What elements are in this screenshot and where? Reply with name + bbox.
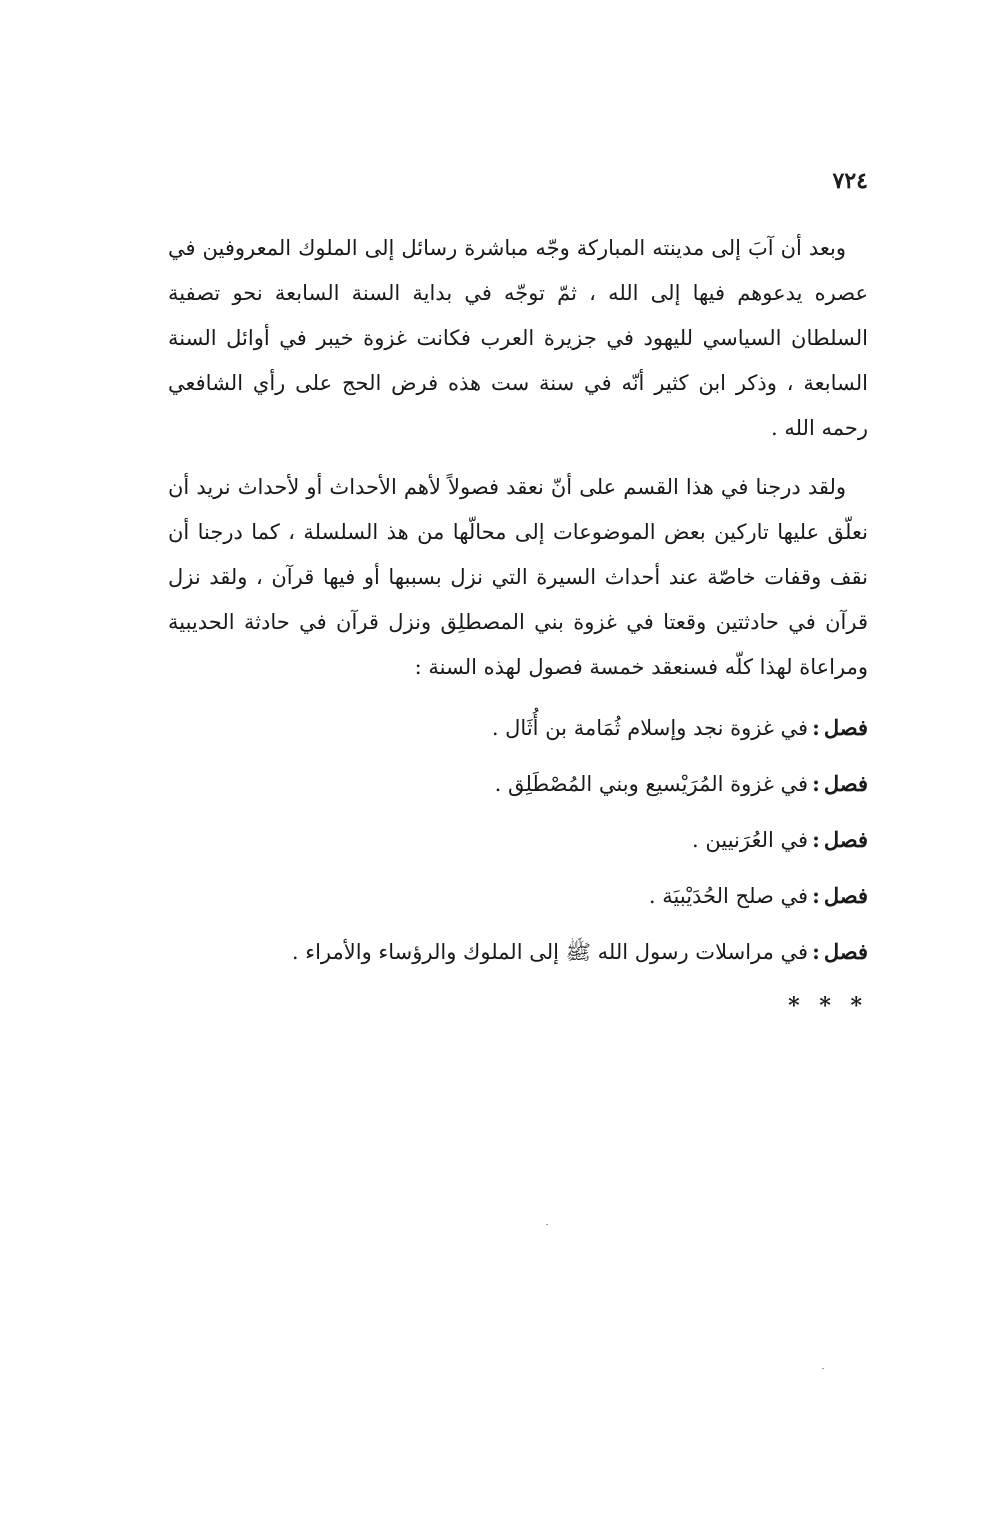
chapter-separator: :	[812, 771, 820, 796]
chapter-list	[168, 704, 868, 976]
chapter-item	[168, 816, 868, 864]
chapter-label: فصل	[823, 939, 868, 964]
paragraph-2: ولقد درجنا في هذا القسم على أنّ نعقد فصولاً لأهم الأحداث أو لأحداث نريد أن نعلّق عليها تاركين بعض الموضوعات إلى محالّها من هذ السلسلة ، كما درجنا أن نقف وقفات خاصّة عند أحداث السيرة التي نزل بسببها أو فيها قرآن ، ولقد نزل قرآن في حادثتين وقعتا في غزوة بني المصطلِق ونزل قرآن في حادثة الحديبية ومراعاة لهذا كلّه فسنعقد خمسة فصول لهذه السنة :	[168, 475, 868, 679]
chapter-text: في غزوة المُرَيْسيع وبني المُصْطَلِق .	[494, 772, 809, 796]
chapter-label: فصل	[823, 715, 868, 740]
chapter-item	[168, 872, 868, 920]
chapter-separator: :	[812, 883, 820, 908]
chapter-item	[168, 760, 868, 808]
paragraph-1: وبعد أن آبَ إلى مدينته المباركة وجّه مباشرة رسائل إلى الملوك المعروفين في عصره يدعوهم فيها إلى الله ، ثمّ توجّه في بداية السنة السابعة نحو تصفية السلطان السياسي لليهود في جزيرة العرب فكانت غزوة خيبر في أوائل السنة السابعة ، وذكر ابن كثير أنّه في سنة ست هذه فرض الحج على رأي الشافعي رحمه الله .	[168, 236, 868, 440]
chapter-text: في صلح الحُدَيْبيَة .	[648, 884, 809, 908]
chapter-label: فصل	[823, 771, 868, 796]
scan-speck	[822, 1368, 824, 1369]
chapter-item	[168, 928, 868, 976]
chapter-separator: :	[812, 827, 820, 852]
separator-stars: * * *	[788, 993, 868, 1019]
chapter-text: في غزوة نجد وإسلام ثُمَامة بن أُثَال .	[491, 716, 809, 740]
chapter-separator: :	[812, 715, 820, 740]
chapter-label: فصل	[823, 883, 868, 908]
chapter-label: فصل	[823, 827, 868, 852]
chapter-item	[168, 704, 868, 752]
section-separator	[168, 984, 868, 1029]
chapter-text: في مراسلات رسول الله ﷺ إلى الملوك والرؤساء والأمراء .	[291, 940, 809, 964]
scan-speck	[546, 1224, 548, 1225]
page-body	[168, 226, 868, 1029]
chapter-separator: :	[812, 939, 820, 964]
page-number: ٧٢٤	[832, 168, 868, 194]
chapter-text: في العُرَنيين .	[692, 828, 809, 852]
